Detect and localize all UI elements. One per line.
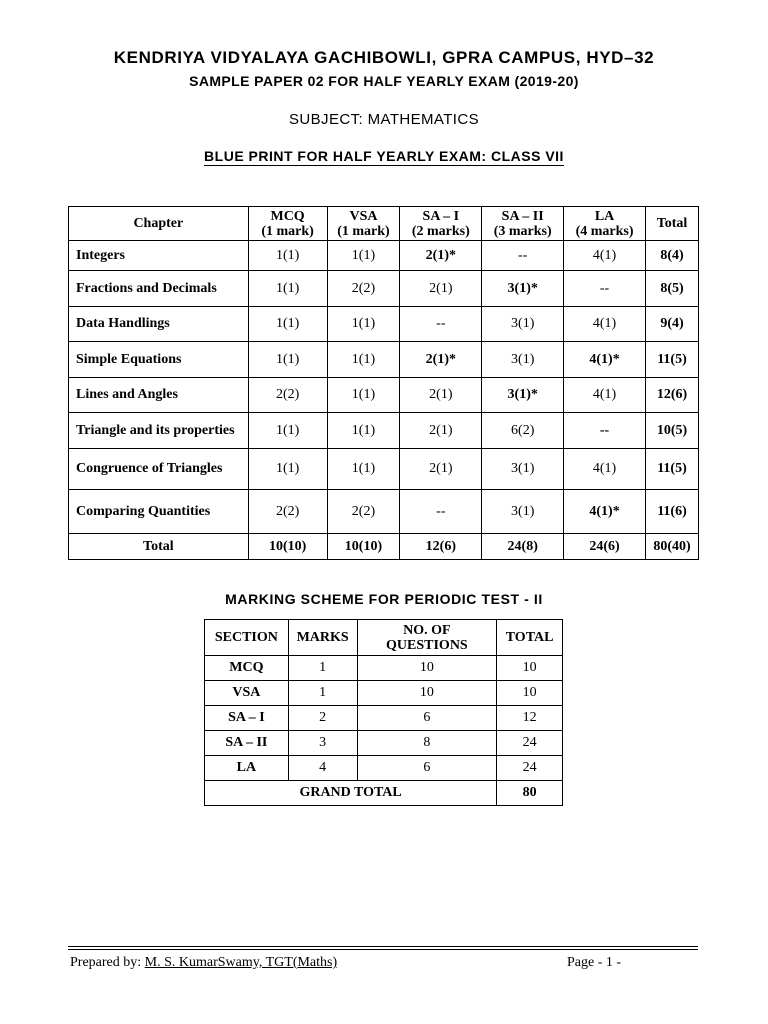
- grand-total-label: GRAND TOTAL: [205, 781, 497, 806]
- footer-divider: [68, 946, 698, 947]
- table-row: [69, 241, 699, 271]
- table-cell: 4(1): [564, 378, 646, 413]
- table-cell: 4(1)*: [564, 490, 646, 534]
- table-cell: 2(2): [327, 490, 400, 534]
- row-total-cell: 8(5): [645, 271, 698, 307]
- table-row: [69, 307, 699, 342]
- table-cell: 2: [288, 706, 357, 731]
- table-cell: 1: [288, 681, 357, 706]
- total-row: [69, 534, 699, 560]
- table-cell: 4(1): [564, 241, 646, 271]
- table-cell: 1(1): [248, 413, 327, 449]
- table-row: [69, 413, 699, 449]
- table-cell: 3(1): [482, 342, 564, 378]
- table-cell: 10: [357, 656, 497, 681]
- grand-total-cell: 80(40): [645, 534, 698, 560]
- table-cell: 6: [357, 706, 497, 731]
- col-header-sa1: SA – I (2 marks): [400, 207, 482, 241]
- col-header-total: Total: [645, 207, 698, 241]
- table-cell: 6: [357, 756, 497, 781]
- school-title: KENDRIYA VIDYALAYA GACHIBOWLI, GPRA CAMPUS, HYD–32: [113, 48, 655, 67]
- table-cell: 10(10): [327, 534, 400, 560]
- blueprint-table: [68, 206, 699, 560]
- col-header-vsa: VSA (1 mark): [327, 207, 400, 241]
- table-cell: 2(2): [248, 378, 327, 413]
- table-cell: 8: [357, 731, 497, 756]
- table-cell: 4(1)*: [564, 342, 646, 378]
- table-cell: 4(1): [564, 307, 646, 342]
- table-cell: 2(1)*: [400, 241, 482, 271]
- row-total-cell: 11(5): [645, 449, 698, 490]
- table-cell: --: [564, 413, 646, 449]
- row-total-cell: 9(4): [645, 307, 698, 342]
- prepared-by-label: Prepared by:: [70, 955, 145, 970]
- col-header-la: LA (4 marks): [564, 207, 646, 241]
- chapter-cell: Triangle and its properties: [69, 413, 249, 449]
- table-row: [69, 271, 699, 307]
- table-cell: 3(1): [482, 490, 564, 534]
- row-total-cell: 11(5): [645, 342, 698, 378]
- section-cell: VSA: [205, 681, 289, 706]
- prepared-by: [70, 955, 337, 971]
- table-row: [69, 449, 699, 490]
- table-row: [205, 731, 563, 756]
- chapter-cell: Comparing Quantities: [69, 490, 249, 534]
- marking-header-row: [205, 620, 563, 656]
- chapter-cell: Simple Equations: [69, 342, 249, 378]
- table-cell: 1(1): [327, 378, 400, 413]
- table-cell: --: [400, 490, 482, 534]
- table-cell: 12: [497, 706, 563, 731]
- table-cell: 2(1): [400, 378, 482, 413]
- page-number: Page - 1 -: [567, 955, 622, 970]
- table-cell: 1(1): [327, 449, 400, 490]
- row-total-cell: 11(6): [645, 490, 698, 534]
- prepared-by-name: M. S. KumarSwamy, TGT(Maths): [144, 955, 338, 970]
- table-cell: 1(1): [327, 413, 400, 449]
- table-row: [69, 378, 699, 413]
- table-cell: 3: [288, 731, 357, 756]
- row-total-cell: 8(4): [645, 241, 698, 271]
- table-cell: 2(1): [400, 413, 482, 449]
- table-cell: 1(1): [248, 271, 327, 307]
- table-row: [205, 706, 563, 731]
- chapter-cell: Congruence of Triangles: [69, 449, 249, 490]
- col-header-questions: NO. OF QUESTIONS: [357, 620, 497, 656]
- table-cell: --: [564, 271, 646, 307]
- row-total-cell: 10(5): [645, 413, 698, 449]
- table-cell: 24(8): [482, 534, 564, 560]
- table-cell: 10: [497, 681, 563, 706]
- table-row: [205, 656, 563, 681]
- table-row: [69, 490, 699, 534]
- table-cell: 1: [288, 656, 357, 681]
- chapter-cell: Integers: [69, 241, 249, 271]
- section-cell: MCQ: [205, 656, 289, 681]
- table-cell: 24: [497, 731, 563, 756]
- section-cell: SA – II: [205, 731, 289, 756]
- footer-divider: [68, 949, 698, 950]
- table-cell: 10(10): [248, 534, 327, 560]
- table-cell: 1(1): [327, 241, 400, 271]
- table-cell: 1(1): [327, 342, 400, 378]
- table-cell: --: [482, 241, 564, 271]
- table-cell: 1(1): [248, 241, 327, 271]
- table-cell: 1(1): [248, 449, 327, 490]
- paper-title: SAMPLE PAPER 02 FOR HALF YEARLY EXAM (2019-20): [189, 73, 579, 89]
- chapter-cell: Data Handlings: [69, 307, 249, 342]
- row-total-cell: 12(6): [645, 378, 698, 413]
- marking-scheme-table: [204, 619, 563, 806]
- table-cell: 10: [497, 656, 563, 681]
- table-cell: 2(2): [248, 490, 327, 534]
- total-label-cell: Total: [69, 534, 249, 560]
- table-cell: 1(1): [248, 307, 327, 342]
- section-cell: SA – I: [205, 706, 289, 731]
- table-cell: 2(2): [327, 271, 400, 307]
- table-cell: 12(6): [400, 534, 482, 560]
- table-cell: 2(1): [400, 449, 482, 490]
- table-cell: 3(1)*: [482, 271, 564, 307]
- table-cell: 3(1): [482, 307, 564, 342]
- chapter-cell: Lines and Angles: [69, 378, 249, 413]
- table-cell: 3(1): [482, 449, 564, 490]
- table-cell: 4: [288, 756, 357, 781]
- table-cell: 6(2): [482, 413, 564, 449]
- table-cell: 4(1): [564, 449, 646, 490]
- col-header-mcq: MCQ (1 mark): [248, 207, 327, 241]
- table-cell: 2(1): [400, 271, 482, 307]
- marking-scheme-title: MARKING SCHEME FOR PERIODIC TEST - II: [225, 591, 543, 607]
- col-header-marks: MARKS: [288, 620, 357, 656]
- table-cell: 24(6): [564, 534, 646, 560]
- col-header-chapter: Chapter: [69, 207, 249, 241]
- table-cell: 10: [357, 681, 497, 706]
- grand-total-row: [205, 781, 563, 806]
- section-cell: LA: [205, 756, 289, 781]
- table-cell: 2(1)*: [400, 342, 482, 378]
- chapter-cell: Fractions and Decimals: [69, 271, 249, 307]
- col-header-section: SECTION: [205, 620, 289, 656]
- table-cell: 1(1): [327, 307, 400, 342]
- table-cell: --: [400, 307, 482, 342]
- blueprint-title: [0, 148, 768, 164]
- table-row: [69, 342, 699, 378]
- subject-title: SUBJECT: MATHEMATICS: [289, 111, 479, 128]
- blueprint-header-row: [69, 207, 699, 241]
- blueprint-title-text: BLUE PRINT FOR HALF YEARLY EXAM: CLASS VII: [204, 148, 564, 164]
- grand-total-value: 80: [497, 781, 563, 806]
- table-cell: 3(1)*: [482, 378, 564, 413]
- table-row: [205, 681, 563, 706]
- col-header-total: TOTAL: [497, 620, 563, 656]
- table-cell: 1(1): [248, 342, 327, 378]
- col-header-sa2: SA – II (3 marks): [482, 207, 564, 241]
- table-row: [205, 756, 563, 781]
- table-cell: 24: [497, 756, 563, 781]
